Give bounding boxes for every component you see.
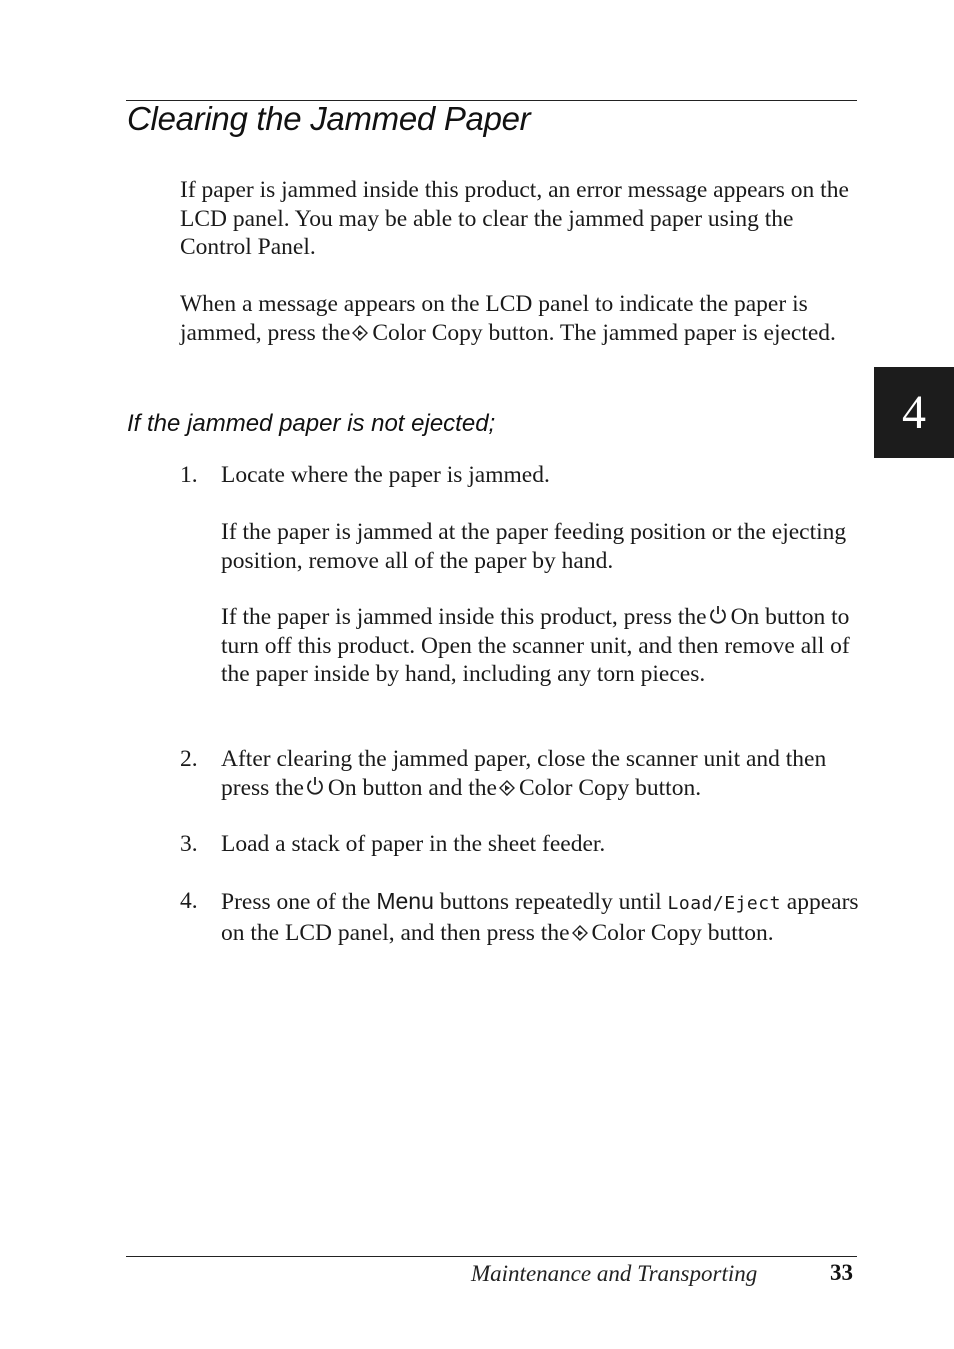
step-1-text: Locate where the paper is jammed. <box>221 462 550 488</box>
step-4-text: Press one of the Menu buttons repeatedly until Load/Eject appears on the LCD panel, and then press the Color Copy button. <box>221 888 859 946</box>
step-3-text: Load a stack of paper in the sheet feeder. <box>221 831 606 857</box>
color-copy-diamond-icon <box>499 780 515 796</box>
intro-paragraph-1: If paper is jammed inside this product, an error message appears on the LCD panel. You may be able to clear the jammed paper using the Control Panel. <box>180 177 849 260</box>
lcd-message: Load/Eject <box>667 893 781 914</box>
step-2-number: 2. <box>180 746 198 772</box>
section-title: Clearing the Jammed Paper <box>127 100 531 137</box>
step-1-sub-2: If the paper is jammed inside this product, press the On button to turn off this product. Open the scanner unit, and then remove all of the paper inside by hand, including any torn pieces. <box>221 604 850 687</box>
footer-rule <box>126 1256 857 1257</box>
step-2-text: After clearing the jammed paper, close the scanner unit and then press the On button and the Color Copy button. <box>221 746 827 801</box>
power-on-icon <box>709 605 727 625</box>
color-copy-diamond-icon <box>352 325 368 341</box>
step-1-number: 1. <box>180 462 198 488</box>
color-copy-diamond-icon <box>572 925 588 941</box>
menu-button-label: Menu <box>376 888 434 914</box>
step-1-sub-1: If the paper is jammed at the paper feeding position or the ejecting position, remove all of the paper by hand. <box>221 519 847 574</box>
intro-paragraph-2: When a message appears on the LCD panel to indicate the paper is jammed, press the Color Copy button. The jammed paper is ejected. <box>180 291 836 346</box>
power-on-icon <box>306 776 324 796</box>
step-4-number: 4. <box>180 888 198 914</box>
step-3-number: 3. <box>180 831 198 857</box>
chapter-tab: 4 <box>874 367 954 458</box>
page-number: 33 <box>830 1260 853 1285</box>
subsection-title: If the jammed paper is not ejected; <box>127 410 496 437</box>
footer-chapter-title: Maintenance and Transporting <box>471 1261 758 1286</box>
